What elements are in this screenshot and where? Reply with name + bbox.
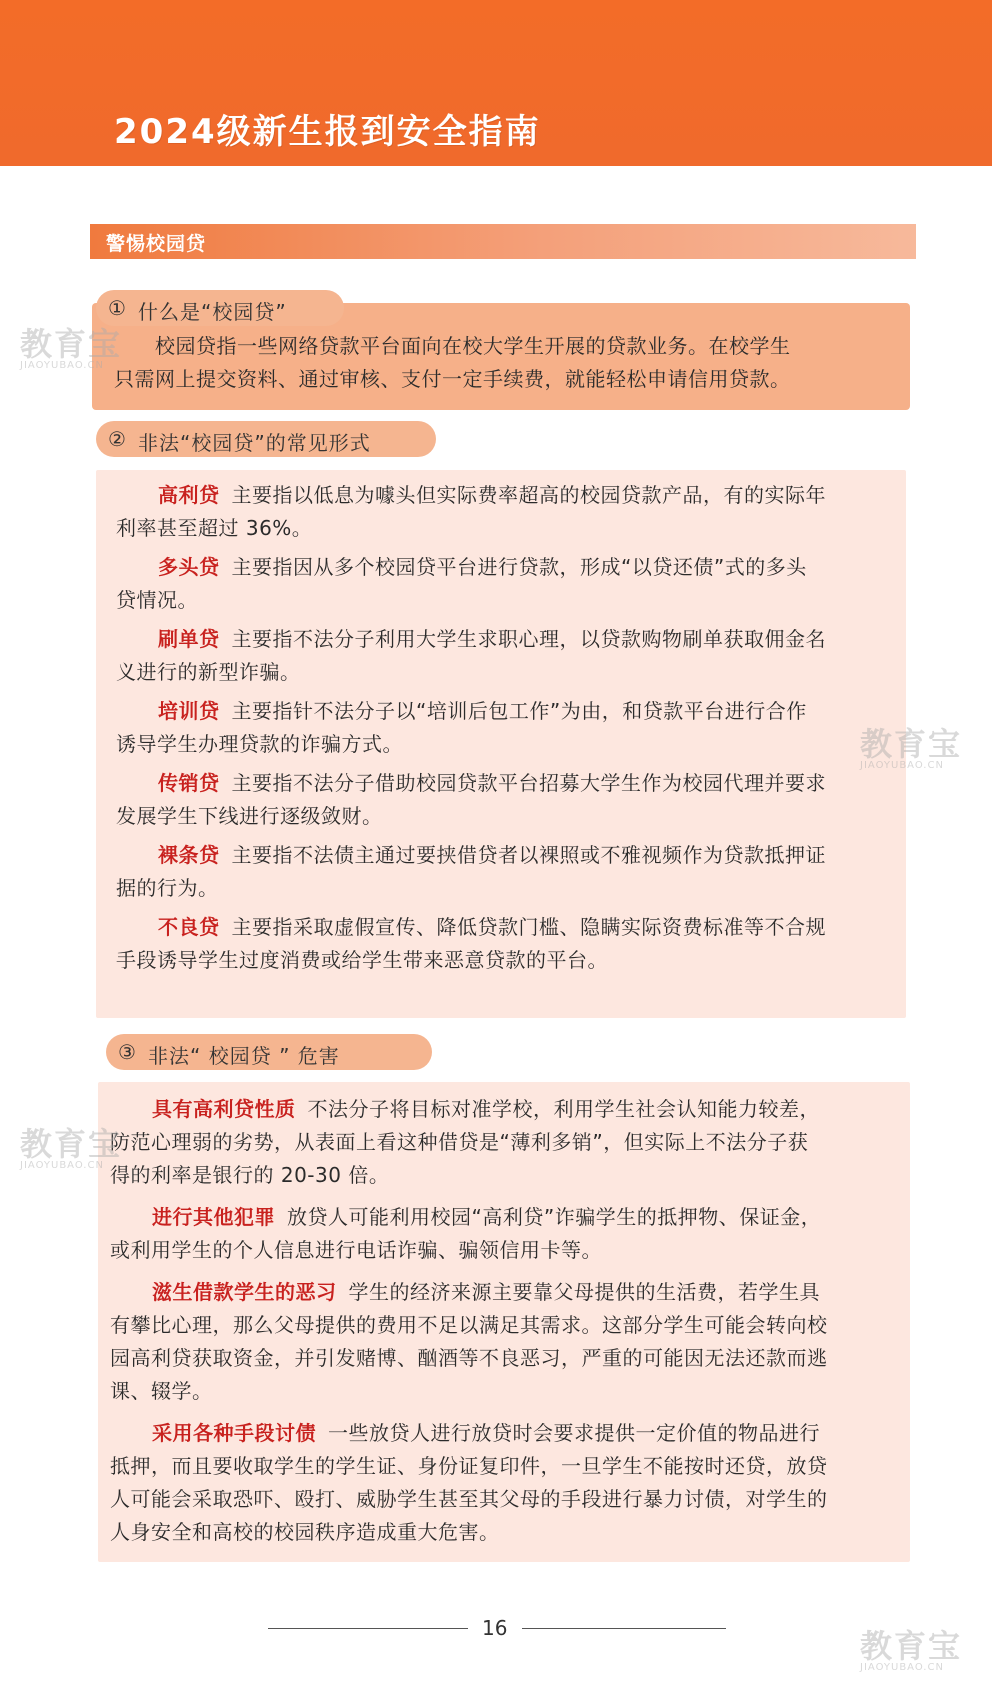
form-term: 不良贷 — [158, 915, 220, 939]
form-item-line: 据的行为。 — [116, 876, 219, 900]
form-item-line: 手段诱导学生过度消费或给学生带来恶意贷款的平台。 — [116, 948, 608, 972]
tab-label: 什么是“校园贷” — [138, 300, 287, 324]
form-term: 传销贷 — [158, 771, 220, 795]
form-item-line: 利率甚至超过 36%。 — [116, 516, 313, 540]
harm-item-line: 滋生借款学生的恶习 学生的经济来源主要靠父母提供的生活费，若学生具 — [152, 1280, 820, 1304]
harm-item-line: 园高利贷获取资金，并引发赌博、酗酒等不良恶习，严重的可能因无法还款而逃 — [110, 1346, 828, 1370]
form-term: 高利贷 — [158, 483, 220, 507]
harm-item-line: 有攀比心理，那么父母提供的费用不足以满足其需求。这部分学生可能会转向校 — [110, 1313, 828, 1337]
harm-term: 具有高利贷性质 — [152, 1097, 296, 1121]
harm-item-line: 或利用学生的个人信息进行电话诈骗、骗领信用卡等。 — [110, 1238, 602, 1262]
form-term: 培训贷 — [158, 699, 220, 723]
harm-item-line: 采用各种手段讨债 一些放贷人进行放贷时会要求提供一定价值的物品进行 — [152, 1421, 820, 1445]
harm-item-line: 人身安全和高校的校园秩序造成重大危害。 — [110, 1520, 500, 1544]
form-item-line: 诱导学生办理贷款的诈骗方式。 — [116, 732, 403, 756]
harm-item-line: 人可能会采取恐吓、殴打、威胁学生甚至其父母的手段进行暴力讨债，对学生的 — [110, 1487, 828, 1511]
harm-term: 进行其他犯罪 — [152, 1205, 275, 1229]
tab-what-is-campus-loan — [96, 290, 344, 326]
harm-item-line: 课、辍学。 — [110, 1379, 213, 1403]
harm-item-line: 进行其他犯罪 放贷人可能利用校园“高利贷”诈骗学生的抵押物、保证金， — [152, 1205, 822, 1229]
page-title: 2024级新生报到安全指南 — [114, 112, 541, 152]
form-term: 裸条贷 — [158, 843, 220, 867]
section-heading-bar — [90, 224, 916, 259]
footer-rule-right — [522, 1628, 726, 1629]
footer-rule-left — [268, 1628, 468, 1629]
section-heading: 警惕校园贷 — [106, 233, 207, 255]
tab-number: ① — [108, 296, 126, 320]
tab-label: 非法“校园贷”的常见形式 — [138, 431, 371, 455]
tab-number: ② — [108, 427, 126, 451]
tab-common-forms — [96, 421, 436, 457]
form-item-line: 传销贷 主要指不法分子借助校园贷款平台招募大学生作为校园代理并要求 — [158, 771, 826, 795]
form-term: 多头贷 — [158, 555, 220, 579]
tab-number: ③ — [118, 1040, 136, 1064]
watermark-logo: 教育宝 JIAOYUBAO.CN — [20, 325, 123, 371]
form-term: 刷单贷 — [158, 627, 220, 651]
watermark-logo: 教育宝 JIAOYUBAO.CN — [20, 1125, 123, 1171]
watermark-logo: 教育宝 JIAOYUBAO.CN — [860, 725, 963, 771]
harm-item-line: 得的利率是银行的 20-30 倍。 — [110, 1163, 390, 1187]
form-item-line: 培训贷 主要指针不法分子以“培训后包工作”为由，和贷款平台进行合作 — [158, 699, 807, 723]
tab-harms — [106, 1034, 432, 1070]
form-item-line: 刷单贷 主要指不法分子利用大学生求职心理，以贷款购物刷单获取佣金名 — [158, 627, 826, 651]
harm-term: 滋生借款学生的恶习 — [152, 1280, 337, 1304]
harm-item-line: 防范心理弱的劣势，从表面上看这种借贷是“薄利多销”，但实际上不法分子获 — [110, 1130, 809, 1154]
watermark-logo: 教育宝 JIAOYUBAO.CN — [860, 1627, 963, 1673]
form-item-line: 裸条贷 主要指不法债主通过要挟借贷者以裸照或不雅视频作为贷款抵押证 — [158, 843, 826, 867]
intro-line-1: 校园贷指一些网络贷款平台面向在校大学生开展的贷款业务。在校学生 — [155, 334, 791, 358]
page-number: 16 — [482, 1616, 508, 1640]
form-item-line: 不良贷 主要指采取虚假宣传、降低贷款门槛、隐瞒实际资费标准等不合规 — [158, 915, 826, 939]
form-item-line: 义进行的新型诈骗。 — [116, 660, 301, 684]
form-item-line: 发展学生下线进行逐级敛财。 — [116, 804, 383, 828]
form-item-line: 贷情况。 — [116, 588, 198, 612]
harm-item-line: 具有高利贷性质 不法分子将目标对准学校，利用学生社会认知能力较差， — [152, 1097, 820, 1121]
tab-label: 非法“ 校园贷 ” 危害 — [148, 1044, 340, 1068]
harm-item-line: 抵押，而且要收取学生的学生证、身份证复印件，一旦学生不能按时还贷，放贷 — [110, 1454, 828, 1478]
harm-term: 采用各种手段讨债 — [152, 1421, 316, 1445]
header-banner — [0, 0, 992, 166]
form-item-line: 高利贷 主要指以低息为噱头但实际费率超高的校园贷款产品，有的实际年 — [158, 483, 826, 507]
form-item-line: 多头贷 主要指因从多个校园贷平台进行贷款，形成“以贷还债”式的多头 — [158, 555, 807, 579]
intro-line-2: 只需网上提交资料、通过审核、支付一定手续费，就能轻松申请信用贷款。 — [114, 367, 791, 391]
